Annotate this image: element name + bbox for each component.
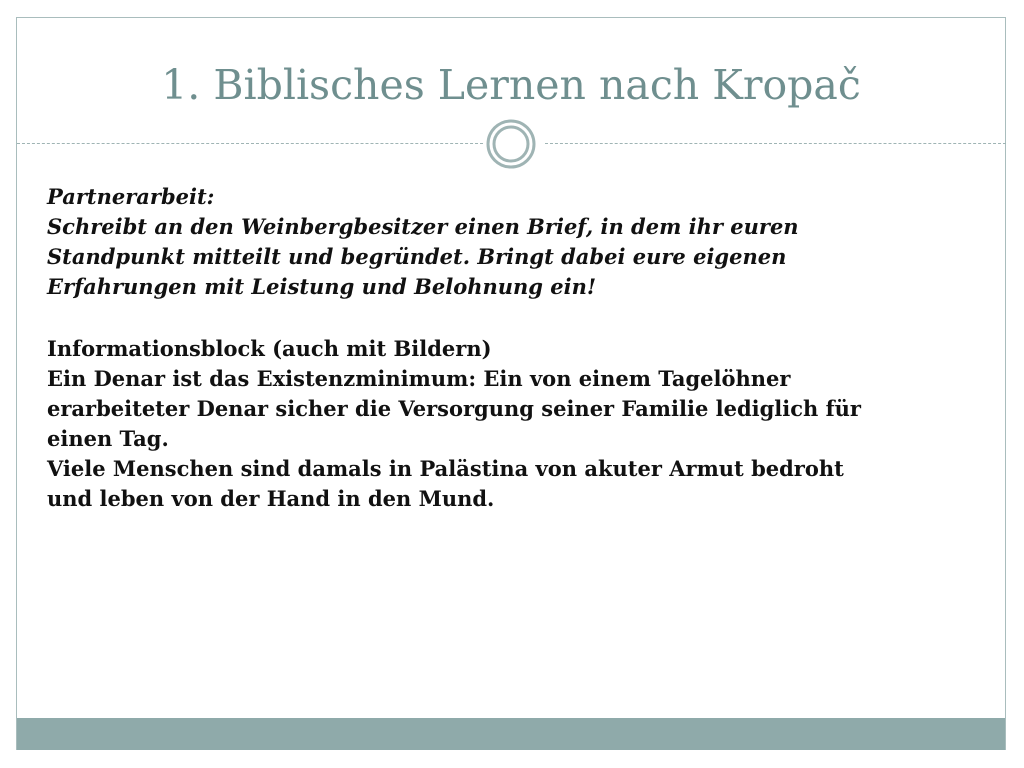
partner-task-heading: Partnerarbeit:: [47, 184, 215, 209]
info-block-paragraph: [47, 334, 977, 514]
info-block-line: Viele Menschen sind damals in Palästina von akuter Armut bedroht: [47, 456, 844, 481]
footer-bar: [17, 718, 1005, 750]
info-block-line: und leben von der Hand in den Mund.: [47, 486, 495, 511]
partner-task-line: Erfahrungen mit Leistung und Belohnung ein!: [47, 274, 597, 299]
slide: [16, 17, 1006, 750]
title-divider-right: [545, 143, 1006, 144]
slide-title: 1. Biblisches Lernen nach Kropač: [161, 61, 861, 109]
slide-body: [47, 182, 977, 514]
info-block-line: einen Tag.: [47, 426, 169, 451]
partner-task-paragraph: [47, 182, 977, 302]
ring-ornament-icon: [485, 118, 537, 170]
title-divider-left: [17, 143, 483, 144]
info-block-line: Ein Denar ist das Existenzminimum: Ein von einem Tagelöhner: [47, 366, 791, 391]
info-block-heading: Informationsblock (auch mit Bildern): [47, 336, 492, 361]
info-block-line: erarbeiteter Denar sicher die Versorgung seiner Familie lediglich für: [47, 396, 861, 421]
partner-task-line: Schreibt an den Weinbergbesitzer einen Brief, in dem ihr euren: [47, 214, 799, 239]
partner-task-line: Standpunkt mitteilt und begründet. Bringt dabei eure eigenen: [47, 244, 787, 269]
